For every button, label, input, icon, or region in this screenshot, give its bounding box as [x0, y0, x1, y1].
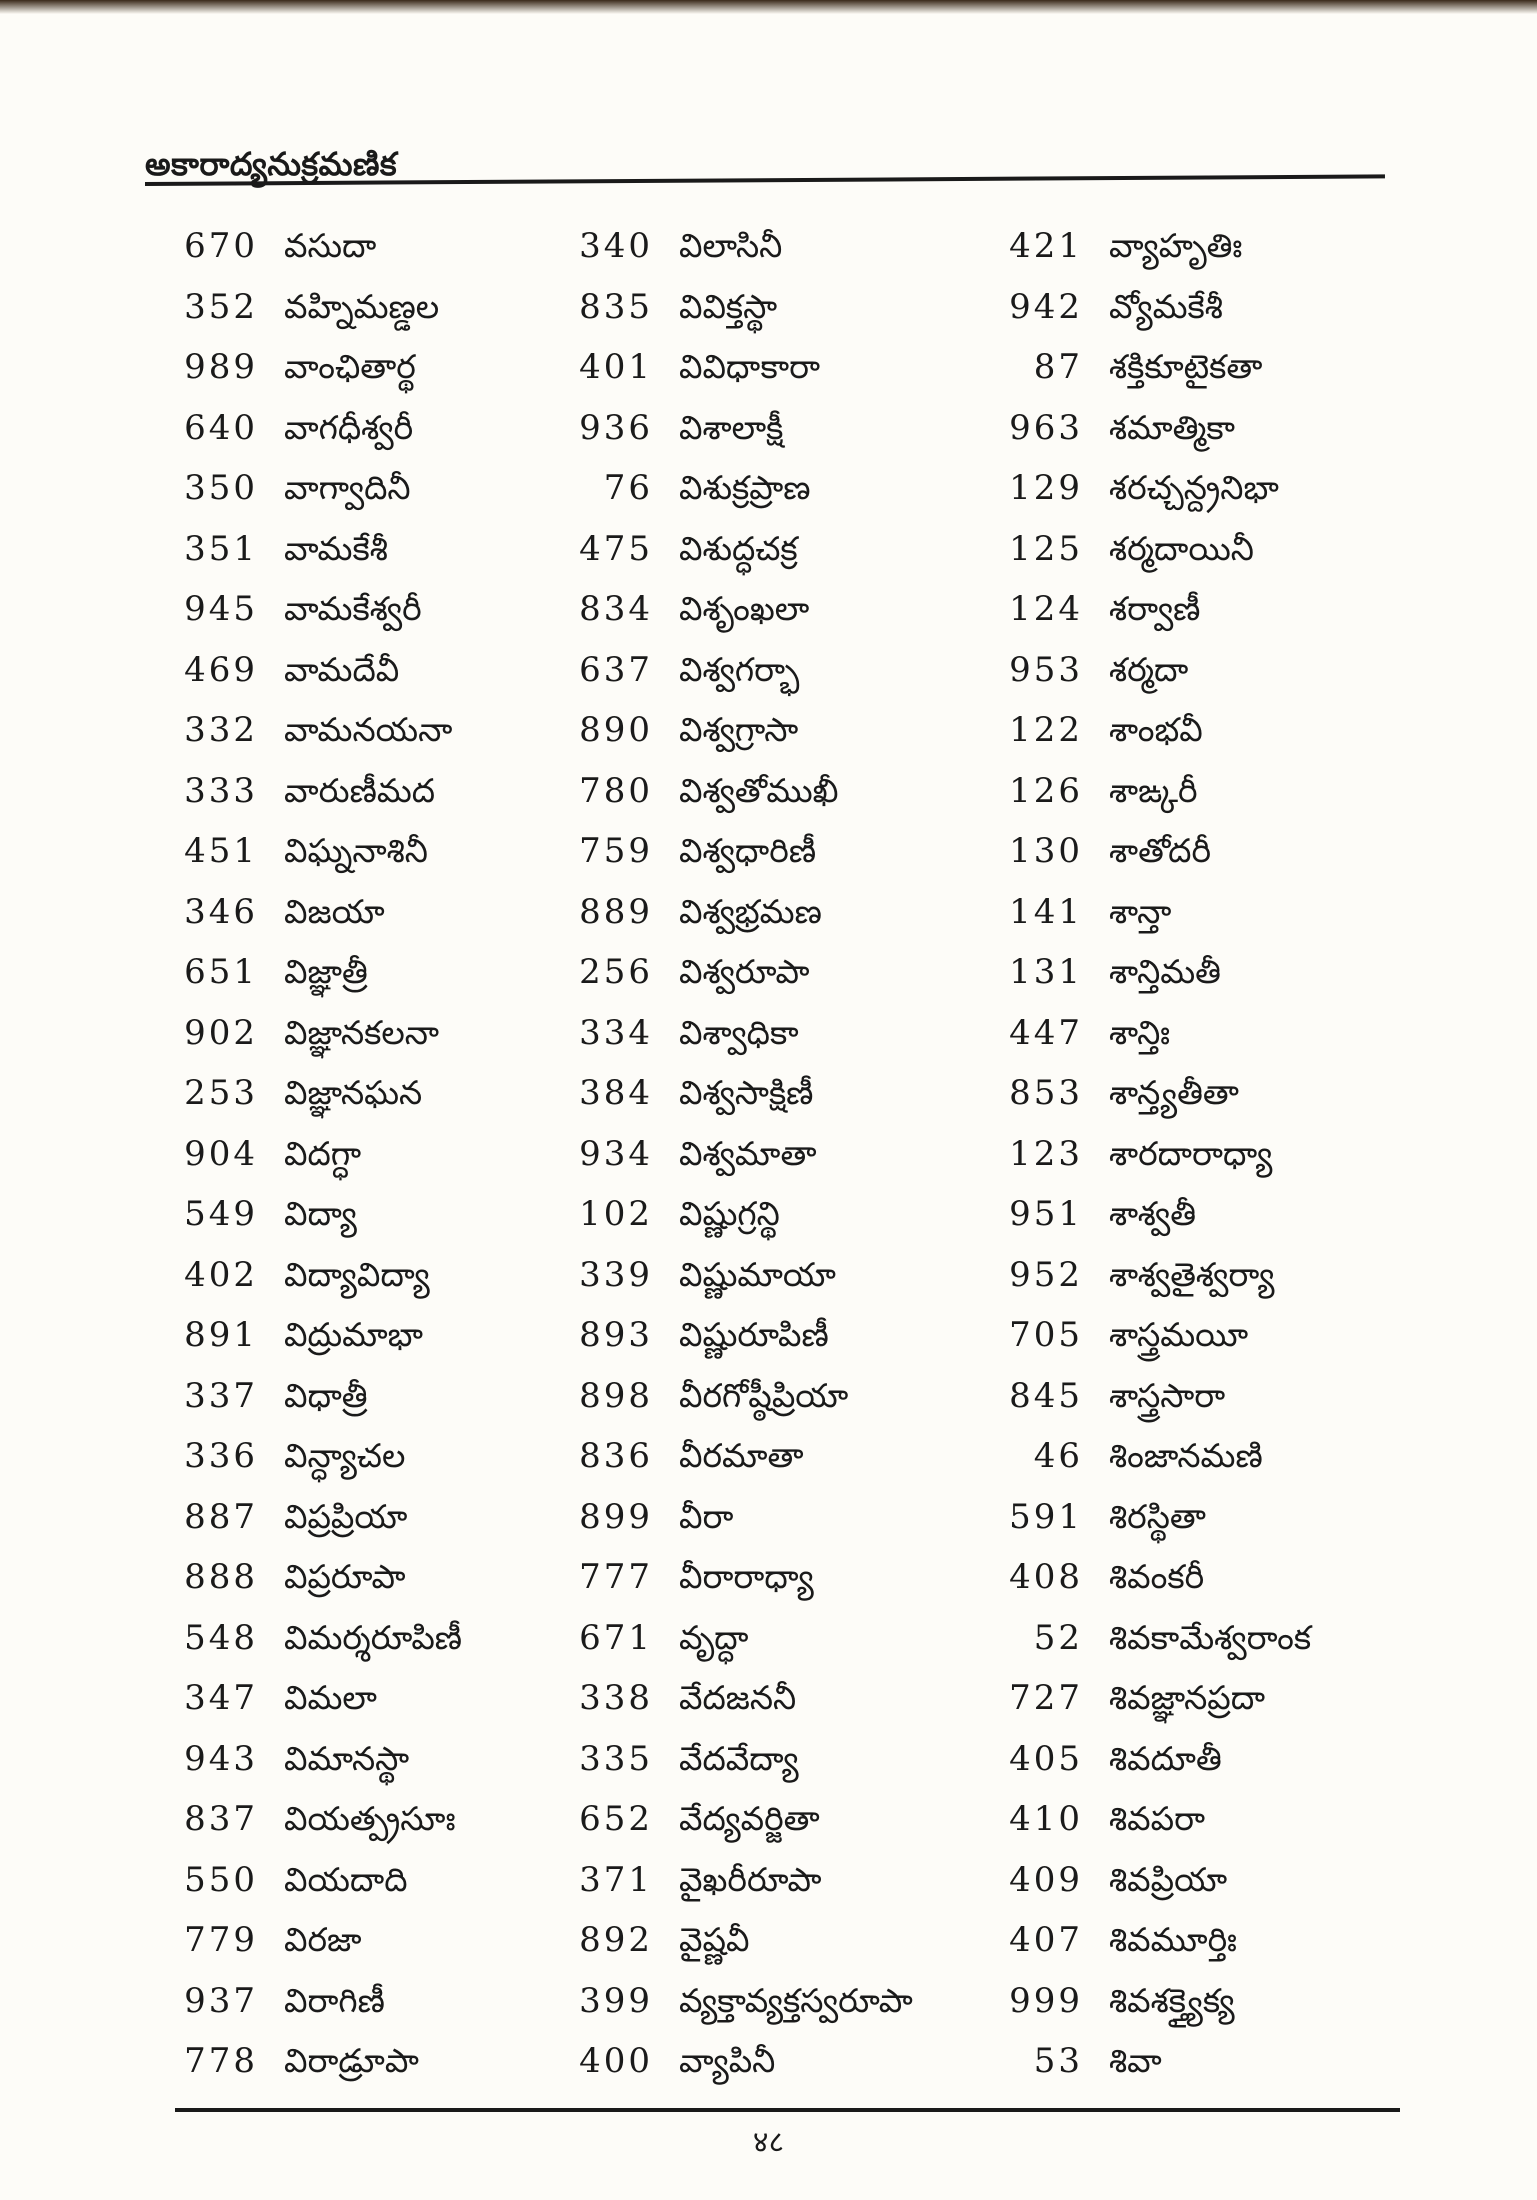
index-entry: [565, 1366, 1005, 1427]
entry-name: వృద్ధా: [679, 1617, 749, 1657]
entry-number: 898: [579, 1375, 653, 1416]
entry-number: 384: [579, 1073, 653, 1113]
index-entry: [170, 277, 610, 338]
entry-name: విధాత్రీ: [284, 1375, 368, 1415]
entry-number: 888: [184, 1557, 258, 1597]
index-entry: [565, 1668, 1005, 1729]
entry-name: విశ్వాధికా: [679, 1012, 799, 1052]
entry-number: 347: [184, 1678, 258, 1718]
entry-number: 999: [1009, 1980, 1083, 2021]
entry-number: 336: [184, 1436, 258, 1476]
entry-name: వేదవేద్యా: [679, 1738, 799, 1778]
entry-number: 410: [1009, 1799, 1083, 1839]
entry-name: శాస్త్రసారా: [1109, 1375, 1226, 1415]
entry-number: 407: [1009, 1920, 1083, 1960]
entry-name: శాంభవీ: [1109, 710, 1203, 749]
entry-name: వైఖరీరూపా: [679, 1859, 822, 1899]
entry-number: 835: [579, 286, 653, 327]
entry-number: 46: [1033, 1436, 1083, 1476]
entry-name: విశృంఖలా: [679, 589, 810, 628]
entry-number: 889: [579, 891, 653, 932]
entry-name: శక్తికూటైకతా: [1109, 347, 1263, 386]
index-entry: [995, 458, 1435, 519]
index-entry: [995, 942, 1435, 1003]
entry-name: విద్యావిద్యా: [284, 1254, 430, 1294]
index-entry: [565, 1971, 1005, 2032]
index-entry: [565, 1245, 1005, 1306]
entry-number: 52: [1033, 1617, 1083, 1658]
entry-name: శివకామేశ్వరాంక: [1109, 1617, 1312, 1657]
entry-number: 333: [184, 770, 258, 811]
entry-name: శరచ్చన్ద్రనిభా: [1109, 468, 1279, 507]
index-entry: [995, 1124, 1435, 1185]
index-entry: [565, 942, 1005, 1003]
index-entry: [995, 640, 1435, 701]
index-entry: [995, 1003, 1435, 1064]
index-entry: [170, 1608, 610, 1669]
entry-name: శిరస్థితా: [1109, 1496, 1206, 1536]
entry-name: శాన్తిః: [1109, 1012, 1171, 1052]
index-entry: [995, 1789, 1435, 1850]
entry-name: వీరగోష్ఠీప్రియా: [679, 1375, 849, 1415]
index-entry: [170, 1910, 610, 1971]
index-entry: [170, 821, 610, 882]
entry-number: 937: [184, 1980, 258, 2021]
entry-name: శర్వాణీ: [1109, 589, 1201, 628]
index-entry: [565, 1184, 1005, 1245]
footer-rule: [175, 2108, 1400, 2112]
entry-number: 836: [579, 1436, 653, 1476]
index-entry: [995, 398, 1435, 459]
entry-number: 408: [1009, 1557, 1083, 1597]
entry-number: 759: [579, 831, 653, 871]
index-entry: [170, 1971, 610, 2032]
index-entry: [170, 942, 610, 1003]
entry-number: 953: [1009, 649, 1083, 690]
entry-name: వీరా: [679, 1496, 734, 1536]
entry-name: శమాత్మికా: [1109, 407, 1235, 447]
entry-number: 893: [579, 1315, 653, 1355]
entry-number: 943: [184, 1738, 258, 1779]
entry-number: 890: [579, 710, 653, 750]
index-entry: [170, 1003, 610, 1064]
index-entry: [995, 700, 1435, 761]
entry-number: 371: [579, 1859, 653, 1900]
index-entry: [995, 1305, 1435, 1366]
index-entry: [995, 2031, 1435, 2092]
index-entry: [170, 1124, 610, 1185]
entry-name: విష్ణురూపిణీ: [679, 1315, 829, 1354]
index-entry: [995, 1426, 1435, 1487]
entry-name: విన్ధ్యాచల: [284, 1436, 406, 1475]
entry-name: విశ్వమాతా: [679, 1133, 817, 1173]
entry-number: 963: [1009, 407, 1083, 448]
index-entry: [995, 1547, 1435, 1608]
entry-name: వామనయనా: [284, 710, 453, 749]
entry-name: విజ్ఞానకలనా: [284, 1012, 440, 1052]
entry-number: 945: [184, 589, 258, 629]
entry-number: 351: [184, 528, 258, 569]
index-entry: [995, 1850, 1435, 1911]
entry-number: 346: [184, 891, 258, 932]
entry-name: వేద్యవర్జితా: [679, 1799, 820, 1838]
entry-name: శివమూర్తిః: [1109, 1920, 1237, 1959]
entry-number: 76: [603, 468, 653, 508]
index-entry: [565, 1003, 1005, 1064]
entry-name: విమర్శరూపిణీ: [284, 1617, 463, 1657]
entry-name: విశుద్ధచక్ర: [679, 528, 798, 568]
index-entry: [170, 1487, 610, 1548]
entry-number: 102: [579, 1194, 653, 1234]
entry-name: వియదాది: [284, 1859, 408, 1899]
index-entry: [170, 458, 610, 519]
entry-name: శివంకరీ: [1109, 1557, 1205, 1596]
entry-name: వీరారాధ్యా: [679, 1557, 814, 1596]
entry-number: 887: [184, 1496, 258, 1537]
entry-number: 124: [1009, 589, 1083, 629]
index-entry: [565, 1910, 1005, 1971]
entry-number: 778: [184, 2041, 258, 2081]
entry-name: వారుణీమద: [284, 770, 436, 810]
entry-number: 727: [1009, 1678, 1083, 1718]
entry-name: వసుదా: [284, 226, 377, 265]
entry-name: శర్మదాయినీ: [1109, 528, 1254, 568]
entry-name: వ్యాహృతిః: [1109, 226, 1243, 265]
index-entry: [995, 277, 1435, 338]
index-column-1: [170, 216, 610, 2092]
entry-name: శాన్తిమతీ: [1109, 952, 1221, 991]
page-header-title: అకారాద్యనుక్రమణిక: [145, 145, 398, 183]
entry-name: శాశ్వతైశ్వర్యా: [1109, 1254, 1275, 1294]
entry-name: శింజానమణి: [1109, 1436, 1263, 1475]
entry-name: శాస్త్రమయీ: [1109, 1315, 1249, 1354]
index-entry: [565, 700, 1005, 761]
entry-name: వాంఛితార్థ: [284, 347, 416, 386]
index-entry: [565, 1487, 1005, 1548]
entry-name: విప్రరూపా: [284, 1557, 406, 1596]
index-entry: [565, 2031, 1005, 2092]
entry-number: 548: [184, 1617, 258, 1658]
index-entry: [565, 1426, 1005, 1487]
index-entry: [995, 1063, 1435, 1124]
entry-name: శారదారాధ్యా: [1109, 1133, 1273, 1173]
entry-number: 902: [184, 1012, 258, 1053]
entry-number: 126: [1009, 770, 1083, 811]
entry-number: 651: [184, 952, 258, 992]
index-entry: [565, 277, 1005, 338]
entry-name: శాన్తా: [1109, 891, 1172, 931]
entry-number: 705: [1009, 1315, 1083, 1355]
entry-name: విశ్వగర్భా: [679, 649, 800, 689]
entry-name: విశాలాక్షీ: [679, 407, 784, 447]
index-entry: [565, 1608, 1005, 1669]
index-entry: [565, 1063, 1005, 1124]
index-entry: [170, 1063, 610, 1124]
entry-number: 652: [579, 1799, 653, 1839]
index-entry: [170, 216, 610, 277]
index-entry: [170, 398, 610, 459]
index-entry: [170, 519, 610, 580]
index-entry: [565, 1729, 1005, 1790]
entry-number: 125: [1009, 528, 1083, 569]
entry-number: 337: [184, 1375, 258, 1416]
entry-number: 87: [1033, 347, 1083, 387]
entry-number: 989: [184, 347, 258, 387]
entry-number: 447: [1009, 1012, 1083, 1053]
entry-name: విశ్వభ్రమణ: [679, 891, 822, 931]
index-entry: [170, 337, 610, 398]
entry-number: 951: [1009, 1194, 1083, 1234]
index-entry: [565, 579, 1005, 640]
entry-name: విజ్ఞాత్రీ: [284, 952, 368, 991]
entry-name: శివా: [1109, 2041, 1162, 2080]
entry-name: విదగ్ధా: [284, 1133, 362, 1173]
entry-name: విశ్వసాక్షిణీ: [679, 1073, 814, 1112]
entry-number: 402: [184, 1254, 258, 1295]
index-entry: [565, 1124, 1005, 1185]
index-entry: [995, 216, 1435, 277]
index-column-2: [565, 216, 1005, 2092]
entry-name: విరజా: [284, 1920, 362, 1959]
entry-number: 591: [1009, 1496, 1083, 1537]
entry-number: 779: [184, 1920, 258, 1960]
entry-number: 550: [184, 1859, 258, 1900]
index-entry: [565, 398, 1005, 459]
entry-name: శివజ్ఞానప్రదా: [1109, 1678, 1266, 1717]
entry-number: 891: [184, 1315, 258, 1355]
entry-number: 53: [1033, 2041, 1083, 2081]
index-entry: [995, 761, 1435, 822]
entry-number: 670: [184, 226, 258, 266]
entry-name: విద్యా: [284, 1194, 357, 1233]
index-entry: [170, 579, 610, 640]
entry-number: 845: [1009, 1375, 1083, 1416]
entry-name: వియత్ప్రసూః: [284, 1799, 456, 1838]
entry-name: విశుక్రప్రాణ: [679, 468, 811, 507]
entry-name: శాశ్వతీ: [1109, 1194, 1197, 1233]
entry-number: 469: [184, 649, 258, 690]
index-entry: [995, 821, 1435, 882]
entry-name: శాన్త్యతీతా: [1109, 1073, 1239, 1112]
entry-name: విమానస్థా: [284, 1738, 410, 1778]
entry-number: 129: [1009, 468, 1083, 508]
entry-number: 400: [579, 2041, 653, 2081]
entry-number: 899: [579, 1496, 653, 1537]
index-entry: [170, 1789, 610, 1850]
entry-name: విజ్ఞానఘన: [284, 1073, 423, 1112]
entry-number: 952: [1009, 1254, 1083, 1295]
index-entry: [995, 579, 1435, 640]
index-entry: [170, 882, 610, 943]
entry-number: 934: [579, 1133, 653, 1174]
index-entry: [170, 1184, 610, 1245]
entry-number: 409: [1009, 1859, 1083, 1900]
index-entry: [995, 1608, 1435, 1669]
page-top-edge: [0, 0, 1537, 14]
entry-number: 475: [579, 528, 653, 569]
entry-number: 338: [579, 1678, 653, 1718]
entry-number: 339: [579, 1254, 653, 1295]
index-entry: [170, 1547, 610, 1608]
entry-number: 780: [579, 770, 653, 811]
entry-name: శివశక్త్యైక్య: [1109, 1980, 1235, 2020]
entry-number: 936: [579, 407, 653, 448]
entry-number: 253: [184, 1073, 258, 1113]
index-entry: [565, 1789, 1005, 1850]
index-entry: [565, 1850, 1005, 1911]
entry-name: విజయా: [284, 891, 385, 931]
entry-number: 130: [1009, 831, 1083, 871]
entry-name: విఘ్ననాశినీ: [284, 831, 428, 870]
index-entry: [995, 1971, 1435, 2032]
index-entry: [995, 1668, 1435, 1729]
index-entry: [170, 1305, 610, 1366]
entry-number: 399: [579, 1980, 653, 2021]
entry-name: విద్రుమాభా: [284, 1315, 424, 1354]
entry-name: విరాడ్రూపా: [284, 2041, 419, 2080]
entry-name: వివిధాకారా: [679, 347, 821, 386]
entry-name: వామదేవీ: [284, 649, 400, 689]
index-entry: [565, 216, 1005, 277]
entry-name: విమలా: [284, 1678, 377, 1717]
index-entry: [995, 1487, 1435, 1548]
index-entry: [565, 1547, 1005, 1608]
entry-number: 123: [1009, 1133, 1083, 1174]
entry-name: విలాసినీ: [679, 226, 783, 265]
entry-number: 332: [184, 710, 258, 750]
entry-name: వ్యోమకేశీ: [1109, 286, 1223, 326]
index-entry: [565, 882, 1005, 943]
entry-name: విశ్వధారిణీ: [679, 831, 817, 870]
entry-number: 892: [579, 1920, 653, 1960]
index-entry: [565, 519, 1005, 580]
index-entry: [995, 1184, 1435, 1245]
entry-number: 834: [579, 589, 653, 629]
index-entry: [170, 2031, 610, 2092]
entry-name: విశ్వరూపా: [679, 952, 810, 991]
index-entry: [170, 1426, 610, 1487]
entry-number: 350: [184, 468, 258, 508]
entry-name: శివప్రియా: [1109, 1859, 1228, 1899]
entry-name: వహ్నిమణ్డల: [284, 286, 440, 326]
page-number: ४८: [752, 2125, 785, 2160]
entry-number: 335: [579, 1738, 653, 1779]
entry-name: వాగ్వాదినీ: [284, 468, 411, 507]
index-entry: [170, 1366, 610, 1427]
index-entry: [995, 882, 1435, 943]
entry-number: 141: [1009, 891, 1083, 932]
entry-name: విష్ణుగ్రన్థి: [679, 1194, 780, 1233]
entry-name: వీరమాతా: [679, 1436, 804, 1475]
entry-name: విశ్వతోముఖీ: [679, 770, 839, 810]
index-entry: [995, 337, 1435, 398]
entry-name: వాగధీశ్వరీ: [284, 407, 414, 447]
entry-number: 334: [579, 1012, 653, 1053]
index-entry: [995, 1245, 1435, 1306]
entry-number: 340: [579, 226, 653, 266]
index-entry: [170, 640, 610, 701]
index-entry: [565, 761, 1005, 822]
entry-name: శాతోదరీ: [1109, 831, 1212, 870]
index-entry: [565, 337, 1005, 398]
index-entry: [170, 1668, 610, 1729]
entry-name: శివపరా: [1109, 1799, 1205, 1838]
entry-name: విప్రప్రియా: [284, 1496, 408, 1536]
entry-number: 401: [579, 347, 653, 387]
index-entry: [565, 640, 1005, 701]
entry-name: వివిక్తస్థా: [679, 286, 778, 326]
entry-number: 837: [184, 1799, 258, 1839]
entry-number: 352: [184, 286, 258, 327]
index-entry: [565, 458, 1005, 519]
index-entry: [995, 1729, 1435, 1790]
entry-number: 451: [184, 831, 258, 871]
entry-name: శివదూతీ: [1109, 1738, 1222, 1778]
entry-number: 131: [1009, 952, 1083, 992]
entry-name: వామకేశ్వరీ: [284, 589, 422, 628]
entry-name: వ్యాపినీ: [679, 2041, 776, 2080]
entry-number: 549: [184, 1194, 258, 1234]
entry-name: విష్ణుమాయా: [679, 1254, 836, 1294]
entry-number: 904: [184, 1133, 258, 1174]
index-entry: [995, 519, 1435, 580]
entry-number: 853: [1009, 1073, 1083, 1113]
entry-number: 421: [1009, 226, 1083, 266]
entry-name: విశ్వగ్రాసా: [679, 710, 799, 749]
index-entry: [565, 1305, 1005, 1366]
entry-number: 671: [579, 1617, 653, 1658]
entry-number: 405: [1009, 1738, 1083, 1779]
entry-number: 637: [579, 649, 653, 690]
index-entry: [995, 1910, 1435, 1971]
entry-number: 942: [1009, 286, 1083, 327]
index-entry: [170, 761, 610, 822]
entry-number: 256: [579, 952, 653, 992]
entry-name: వేదజననీ: [679, 1678, 797, 1717]
entry-name: వ్యక్తావ్యక్తస్వరూపా: [679, 1980, 913, 2020]
index-entry: [170, 1850, 610, 1911]
index-entry: [170, 700, 610, 761]
index-entry: [170, 1245, 610, 1306]
index-entry: [170, 1729, 610, 1790]
index-entry: [565, 821, 1005, 882]
index-column-3: [995, 216, 1435, 2092]
entry-name: శాఙ్కరీ: [1109, 770, 1198, 810]
entry-number: 122: [1009, 710, 1083, 750]
entry-name: వైష్ణవీ: [679, 1920, 750, 1959]
entry-name: వామకేశీ: [284, 528, 388, 568]
entry-number: 777: [579, 1557, 653, 1597]
index-entry: [995, 1366, 1435, 1427]
entry-name: విరాగిణీ: [284, 1980, 385, 2020]
entry-number: 640: [184, 407, 258, 448]
entry-name: శర్మదా: [1109, 649, 1189, 689]
